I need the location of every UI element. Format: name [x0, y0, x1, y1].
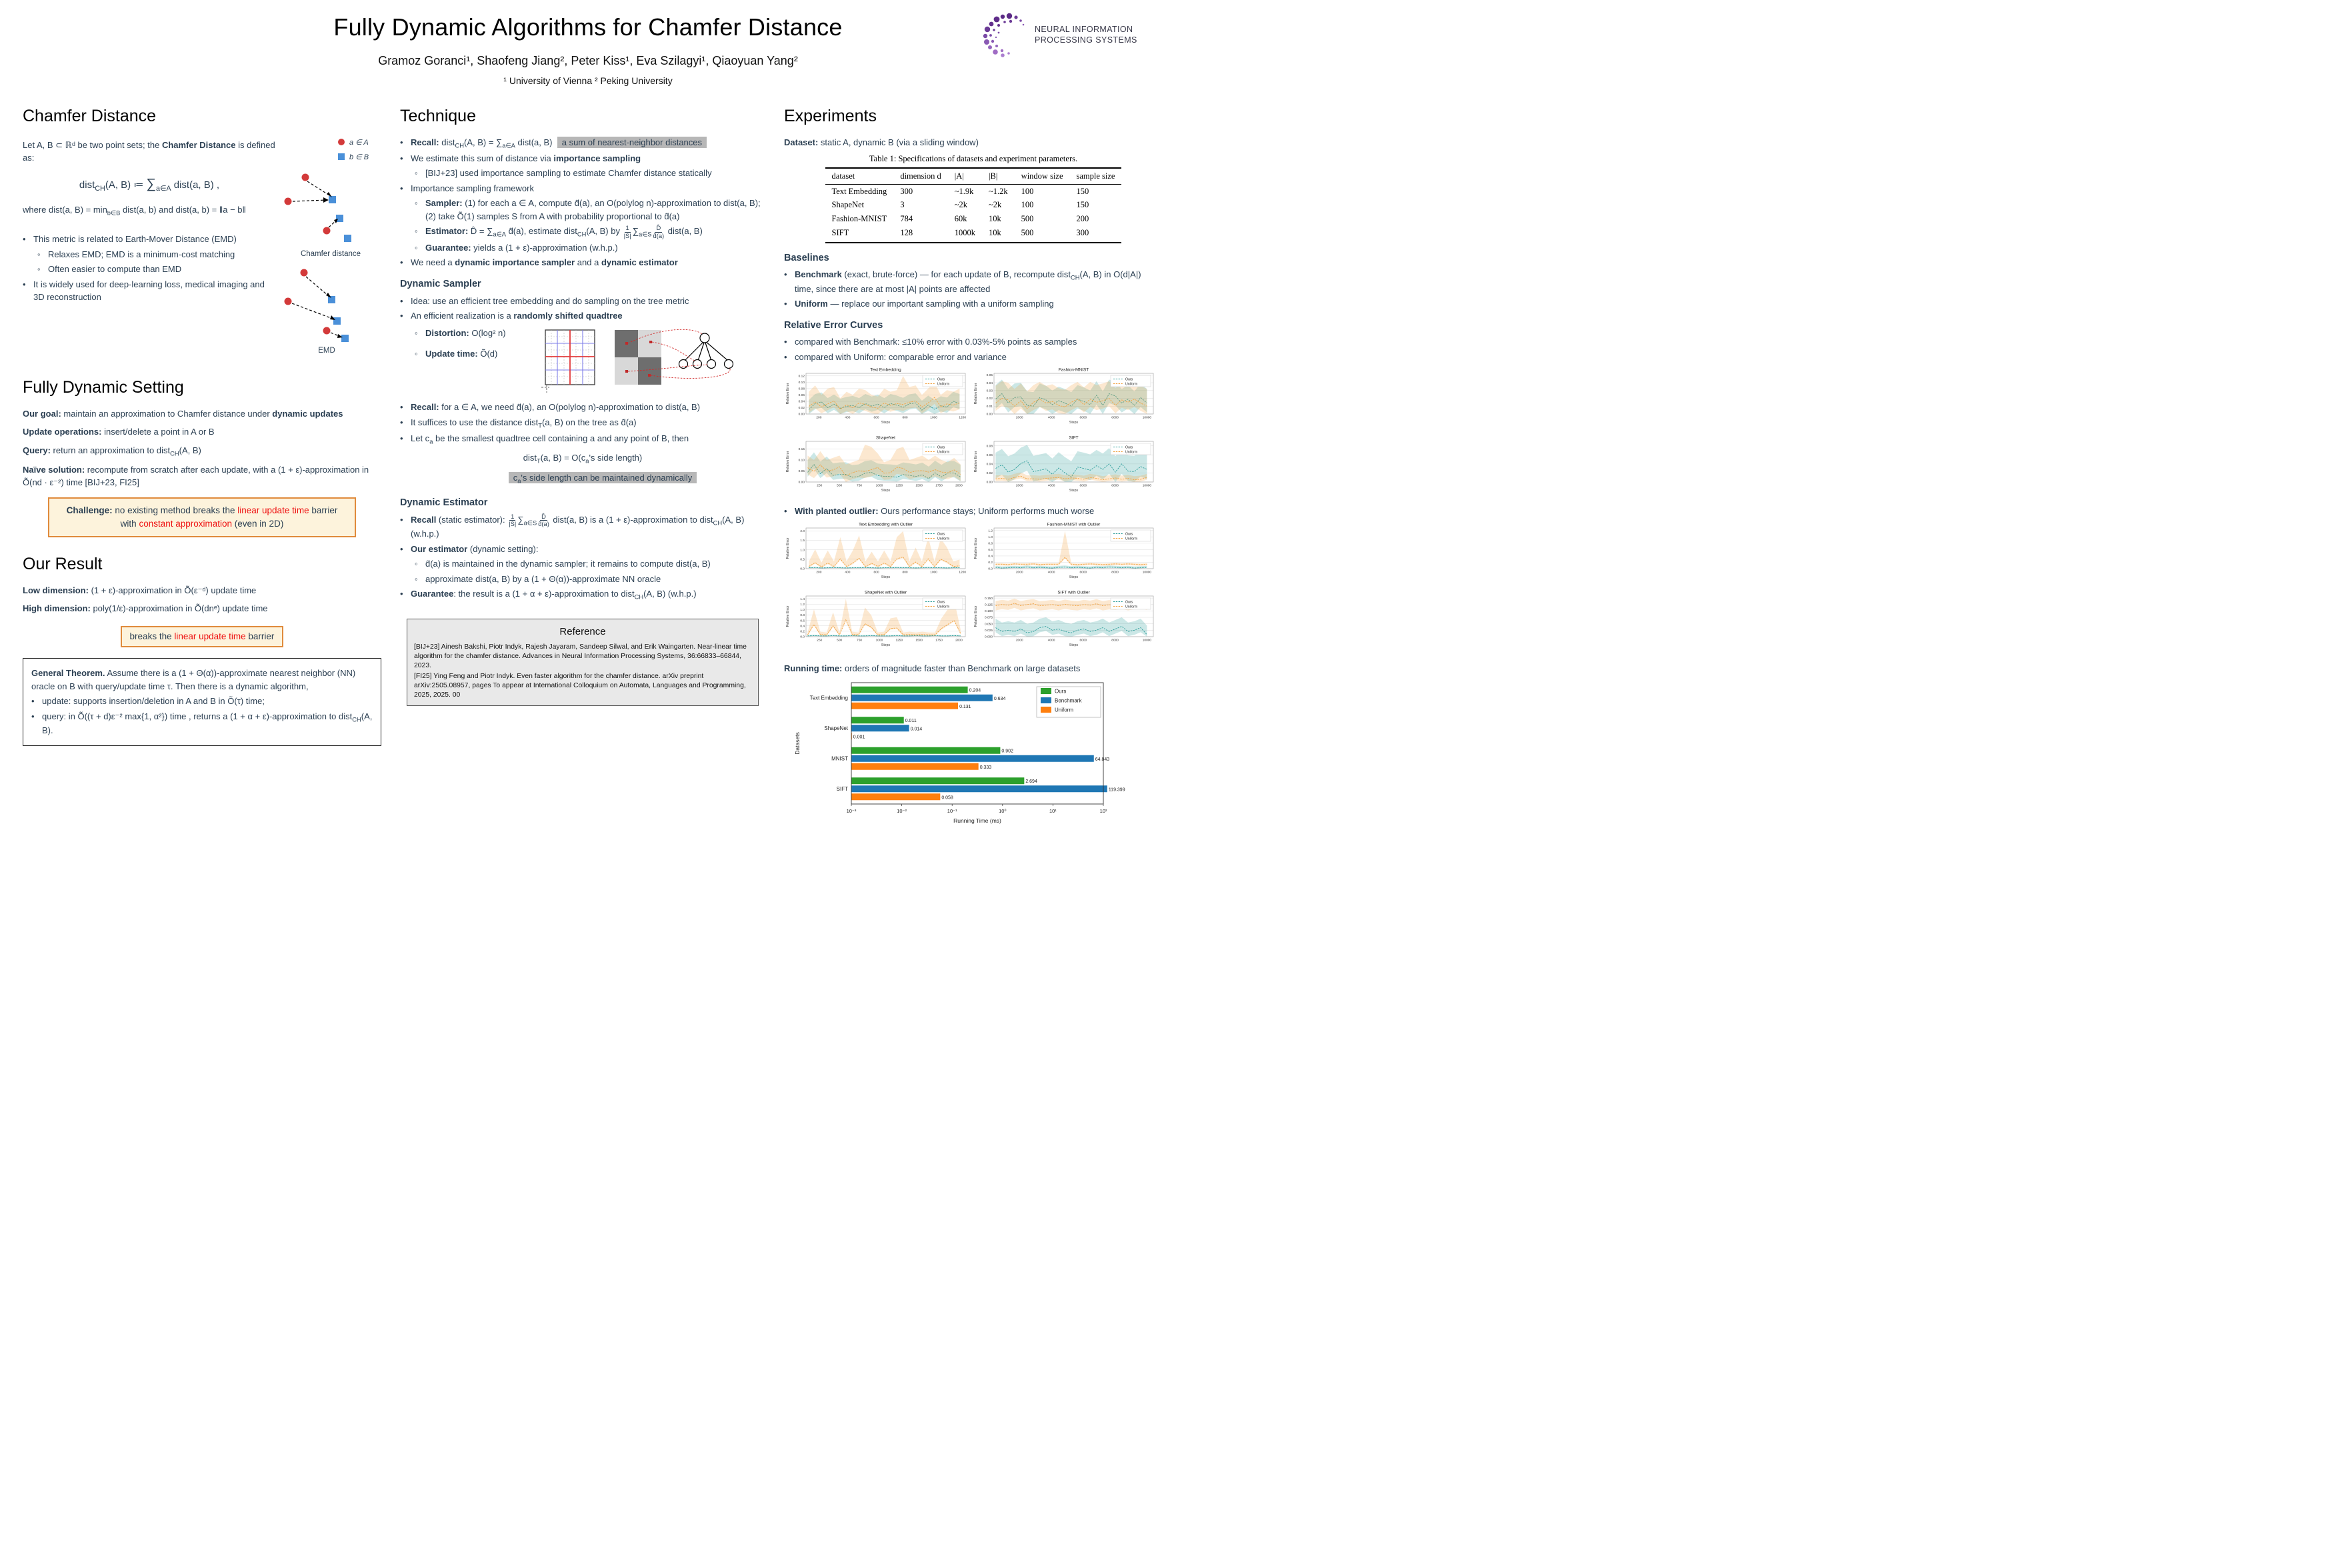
svg-text:Text Embedding with Outlier: Text Embedding with Outlier	[859, 522, 913, 527]
poster-page	[0, 0, 1176, 825]
svg-text:0.125: 0.125	[984, 603, 993, 607]
svg-text:0.902: 0.902	[1001, 749, 1013, 755]
svg-text:Ours: Ours	[1125, 532, 1133, 537]
svg-text:10000: 10000	[1142, 639, 1152, 643]
subsection-baselines: Baselines	[784, 252, 829, 263]
svg-text:1.2: 1.2	[800, 603, 805, 607]
chamfer-bullet-relaxes: ◦ Relaxes EMD; EMD is a minimum-cost matching	[37, 249, 235, 259]
svg-text:0.04: 0.04	[798, 400, 805, 404]
technique-need: • We need a dynamic importance sampler and a dynamic estimator	[400, 257, 678, 268]
svg-text:Fashion-MNIST with Outlier: Fashion-MNIST with Outlier	[1047, 522, 1101, 527]
svg-text:Relative Error: Relative Error	[974, 537, 978, 559]
reference-fi25: [FI25] Ying Feng and Piotr Indyk. Even faster algorithm for the chamfer distance. arXiv preprint arXiv:2505.08957, pages To appear at International Colloquium on Automata, Languages and Programming, 2025, 2025. 00	[414, 673, 746, 699]
svg-text:1750: 1750	[935, 484, 943, 488]
section-experiments: Experiments	[784, 107, 877, 125]
svg-text:ShapeNet: ShapeNet	[876, 435, 895, 441]
chamfer-points-group	[285, 173, 352, 242]
svg-text:Ours: Ours	[937, 532, 945, 537]
subsection-dynamic-estimator: Dynamic Estimator	[400, 497, 488, 508]
chart-fashion-mnist-outlier	[972, 521, 1156, 587]
svg-text:Ours: Ours	[1125, 445, 1133, 450]
svg-text:0.2: 0.2	[988, 561, 993, 565]
table-row: ShapeNet 3 ~2k ~2k 100 150	[831, 200, 1089, 210]
sampler-distortion: ◦ Distortion: O(log² n)	[415, 327, 506, 338]
outlier-statement: • With planted outlier: Ours performance stays; Uniform performs much worse	[784, 506, 1095, 517]
svg-text:1200: 1200	[959, 571, 967, 575]
technique-sampler: ◦ Sampler: (1) for each a ∈ A, compute d̂(a), an O(polylog n)-approximation to dist(a, B); (2) take Õ(1) samples S from A with probability proportional to d̂(a)	[415, 198, 761, 221]
svg-text:250: 250	[817, 484, 823, 488]
svg-text:0.06: 0.06	[798, 394, 805, 398]
svg-text:0.00: 0.00	[798, 481, 805, 485]
curves-uniform: • compared with Uniform: comparable error and variance	[784, 351, 1007, 362]
svg-text:0.02: 0.02	[986, 472, 993, 476]
svg-text:Ours: Ours	[937, 377, 945, 382]
technique-recall: • Recall: dist$_{CH}$(A, $B) = \sum_{a\in A}$ dist(a, B) a sum of nearest-neighbor distances	[400, 136, 765, 150]
svg-text:6000: 6000	[1079, 484, 1087, 488]
column-left	[23, 95, 381, 839]
svg-text:0.8: 0.8	[988, 542, 993, 546]
svg-text:Uniform: Uniform	[937, 605, 950, 609]
svg-text:6000: 6000	[1079, 416, 1087, 420]
table-row: SIFT 128 1000k 10k 500 300	[825, 226, 1122, 243]
svg-text:750: 750	[857, 639, 863, 643]
svg-text:Steps: Steps	[881, 643, 891, 647]
svg-text:Steps: Steps	[1069, 489, 1079, 493]
svg-text:0.011: 0.011	[905, 719, 917, 724]
svg-text:Text Embedding: Text Embedding	[870, 367, 901, 373]
svg-text:0.5: 0.5	[800, 558, 805, 562]
dataset-table	[825, 167, 1122, 243]
svg-text:8000: 8000	[1111, 416, 1119, 420]
svg-text:2.0: 2.0	[800, 529, 805, 533]
reference-heading: Reference	[559, 626, 606, 638]
neurips-logo-icon	[979, 11, 1035, 60]
svg-text:0.0: 0.0	[800, 635, 805, 639]
svg-text:Steps: Steps	[1069, 421, 1079, 425]
chamfer-bullet-emd: • This metric is related to Earth-Mover Distance (EMD)	[23, 234, 237, 245]
svg-text:2.694: 2.694	[1025, 779, 1037, 785]
svg-text:MNIST: MNIST	[831, 755, 848, 762]
baseline-benchmark: • Benchmark (exact, brute-force) — for each update of B, recompute dist$_{CH}$(A, B) in O(d|A|) time, since there are at most |A| points are affected	[784, 269, 1141, 294]
chamfer-emd-figure	[280, 136, 381, 360]
svg-text:0.01: 0.01	[986, 405, 993, 409]
svg-text:4000: 4000	[1047, 484, 1055, 488]
svg-text:Relative Error: Relative Error	[974, 383, 978, 405]
svg-text:0.634: 0.634	[993, 697, 1006, 702]
svg-text:1.5: 1.5	[800, 539, 805, 543]
table-caption: Table 1: Specifications of datasets and experiment parameters.	[869, 154, 1078, 163]
chamfer-formula: dist$_{CH}$(A, B) ≔ $\sum_{a\in A}$ dist(a, B) ,	[79, 176, 220, 193]
svg-text:0.000: 0.000	[984, 635, 993, 639]
svg-text:Steps: Steps	[1069, 643, 1079, 647]
svg-text:Steps: Steps	[881, 421, 891, 425]
chart-fashion-mnist	[972, 366, 1156, 433]
svg-text:0.10: 0.10	[798, 381, 805, 385]
svg-text:0.001: 0.001	[853, 735, 865, 740]
svg-text:Ours: Ours	[937, 445, 945, 450]
page-title: Fully Dynamic Algorithms for Chamfer Distance	[333, 13, 843, 41]
svg-text:600: 600	[873, 416, 879, 420]
svg-text:SIFT: SIFT	[836, 786, 848, 793]
estimator-guarantee: • Guarantee: the result is a (1 + α + ε)-approximation to dist$_{CH}$(A, B) (w.h.p.)	[400, 589, 697, 601]
checkerboard-icon	[615, 330, 661, 385]
logo-line2: PROCESSING SYSTEMS	[1035, 35, 1137, 45]
chart-running-time	[790, 676, 1150, 835]
svg-text:0.06: 0.06	[986, 454, 993, 458]
svg-text:0.03: 0.03	[986, 389, 993, 393]
authors-line: Gramoz Goranci¹, Shaofeng Jiang², Peter Kiss¹, Eva Szilagyi¹, Qiaoyuan Yang²	[378, 54, 798, 67]
breaks-barrier-box: breaks the linear update time barrier	[121, 626, 284, 647]
svg-text:4000: 4000	[1047, 639, 1055, 643]
svg-text:10⁻¹: 10⁻¹	[947, 808, 957, 815]
svg-text:10000: 10000	[1142, 484, 1152, 488]
svg-text:Ours: Ours	[1125, 600, 1133, 605]
svg-text:Relative Error: Relative Error	[974, 451, 978, 473]
svg-text:0.131: 0.131	[959, 705, 971, 710]
svg-text:0.075: 0.075	[984, 616, 993, 620]
svg-text:1250: 1250	[895, 484, 903, 488]
svg-text:0.04: 0.04	[986, 382, 993, 386]
section-fully-dynamic-setting: Fully Dynamic Setting	[23, 378, 184, 397]
table-header-row	[825, 168, 1122, 184]
svg-text:Steps: Steps	[881, 489, 891, 493]
col-window: window size	[1015, 168, 1070, 184]
svg-text:6000: 6000	[1079, 571, 1087, 575]
svg-text:10²: 10²	[1099, 808, 1107, 815]
svg-text:1500: 1500	[915, 639, 923, 643]
svg-text:Uniform: Uniform	[1125, 605, 1138, 609]
column-right	[784, 95, 1156, 839]
challenge-box: Challenge: no existing method breaks the linear update time barrier with constant approximation (even in 2D)	[48, 497, 356, 538]
svg-text:Uniform: Uniform	[1125, 382, 1138, 387]
svg-text:ShapeNet: ShapeNet	[824, 725, 848, 732]
svg-text:119.399: 119.399	[1108, 787, 1125, 793]
svg-text:0.150: 0.150	[984, 597, 993, 601]
svg-text:2000: 2000	[955, 484, 963, 488]
svg-text:0.333: 0.333	[979, 765, 992, 771]
svg-text:0.15: 0.15	[798, 448, 805, 452]
estimator-recall: • Recall (static estimator): $\frac{1}{|S|}$ $\sum_{a\in S}$ $\frac{D̂}{d̂(a)}$ dist(a, B) is a (1 + ε)-approximation to dist$_{CH}$(A, B) (w.h.p.)	[400, 513, 745, 539]
error-curves-grid	[784, 366, 1156, 501]
svg-text:Uniform: Uniform	[937, 382, 950, 387]
svg-text:64.843: 64.843	[1095, 757, 1110, 763]
result-high-dim: High dimension: poly(1/ε)-approximation in Õ(dnᵉ) update time	[23, 603, 268, 614]
svg-text:0.050: 0.050	[984, 623, 993, 627]
svg-text:0.4: 0.4	[988, 555, 993, 559]
col-sample: sample size	[1070, 168, 1122, 184]
highlight-sum-nn: a sum of nearest-neighbor distances	[557, 137, 707, 148]
affiliations-line: ¹ University of Vienna ² Peking University	[503, 75, 673, 86]
neurips-logo	[979, 11, 1153, 60]
svg-text:0.05: 0.05	[798, 470, 805, 474]
svg-text:0.2: 0.2	[800, 630, 805, 634]
quadtree-figure	[543, 326, 751, 398]
technique-framework: • Importance sampling framework	[400, 183, 534, 193]
svg-text:0.00: 0.00	[986, 481, 993, 485]
theorem-statement: General Theorem. Assume there is a (1 + Θ(α))-approximate nearest neighbor (NN) oracle on B with query/update time τ. Then there is a dynamic algorithm,	[31, 668, 356, 691]
svg-text:10⁰: 10⁰	[999, 808, 1007, 815]
chart-shapenet-outlier	[784, 589, 968, 655]
setting-query: Query: return an approximation to dist$_{CH}$(A, B)	[23, 445, 201, 457]
sampler-suffices: • It suffices to use the distance dist$_T$(a, B) on the tree as d̂(a)	[400, 417, 637, 429]
svg-text:8000: 8000	[1111, 639, 1119, 643]
svg-text:0.100: 0.100	[984, 609, 993, 613]
svg-text:0.058: 0.058	[941, 795, 953, 801]
svg-text:0.6: 0.6	[988, 548, 993, 552]
svg-text:0.02: 0.02	[798, 407, 805, 411]
svg-text:Ours: Ours	[1125, 377, 1133, 382]
svg-text:400: 400	[845, 571, 851, 575]
svg-text:Relative Error: Relative Error	[786, 605, 790, 627]
svg-text:1000: 1000	[875, 484, 883, 488]
svg-text:Uniform: Uniform	[1055, 707, 1074, 713]
svg-text:Uniform: Uniform	[937, 537, 950, 541]
svg-text:0.0: 0.0	[800, 567, 805, 571]
svg-text:250: 250	[817, 639, 823, 643]
svg-text:Text Embedding: Text Embedding	[809, 695, 848, 701]
svg-text:400: 400	[845, 416, 851, 420]
technique-guarantee: ◦ Guarantee: yields a (1 + ε)-approximation (w.h.p.)	[415, 242, 618, 253]
svg-text:0.014: 0.014	[910, 727, 923, 732]
chart-sift-outlier	[972, 589, 1156, 655]
svg-text:Relative Error: Relative Error	[974, 605, 978, 627]
dataset-table-block	[791, 153, 1156, 243]
svg-text:0.00: 0.00	[798, 413, 805, 417]
svg-text:1000: 1000	[930, 416, 937, 420]
col-size-a: |A|	[948, 168, 982, 184]
estimator-nn-oracle: ◦ approximate dist(a, B) by a (1 + Θ(α))-approximate NN oracle	[415, 573, 661, 584]
column-middle	[400, 95, 765, 839]
emd-points-group	[285, 269, 349, 342]
svg-text:Running Time (ms): Running Time (ms)	[953, 817, 1001, 825]
chart-text-embedding	[784, 366, 968, 433]
shifted-grid-icon	[541, 330, 595, 393]
estimator-maintained: ◦ d̂(a) is maintained in the dynamic sampler; it remains to compute dist(a, B)	[415, 559, 711, 569]
svg-text:0.02: 0.02	[986, 397, 993, 401]
quadtree-diagram	[543, 326, 751, 394]
chart-shapenet	[784, 434, 968, 501]
legend-blue-point-icon	[338, 153, 345, 160]
svg-text:Uniform: Uniform	[1125, 450, 1138, 455]
table-row: Text Embedding 300 ~1.9k ~1.2k 100 150	[831, 186, 1089, 196]
col-dataset: dataset	[825, 168, 894, 184]
svg-text:0.08: 0.08	[986, 445, 993, 449]
baseline-uniform: • Uniform — replace our important sampling with a uniform sampling	[784, 299, 1054, 309]
svg-text:1000: 1000	[930, 571, 937, 575]
svg-text:4000: 4000	[1047, 571, 1055, 575]
svg-text:1.4: 1.4	[800, 597, 805, 601]
svg-text:SIFT with Outlier: SIFT with Outlier	[1057, 590, 1090, 595]
svg-text:0.025: 0.025	[984, 629, 993, 633]
subsection-error-curves: Relative Error Curves	[784, 319, 883, 331]
svg-text:600: 600	[873, 571, 879, 575]
svg-text:2000: 2000	[1015, 639, 1023, 643]
legend-b-label: b ∈ B	[349, 153, 369, 161]
svg-text:6000: 6000	[1079, 639, 1087, 643]
svg-text:500: 500	[837, 484, 843, 488]
sampler-quadtree: • An efficient realization is a randomly shifted quadtree	[400, 311, 623, 321]
setting-update-ops: Update operations: insert/delete a point in A or B	[23, 427, 215, 437]
runtime-statement: Running time: orders of magnitude faster than Benchmark on large datasets	[784, 663, 1081, 673]
section-technique: Technique	[400, 107, 476, 125]
svg-text:200: 200	[816, 571, 822, 575]
svg-text:Uniform: Uniform	[1125, 537, 1138, 541]
highlight-side-length: $c_a's$ side length can be maintained dynamically	[509, 472, 697, 483]
svg-text:Fashion-MNIST: Fashion-MNIST	[1058, 367, 1089, 373]
svg-text:800: 800	[902, 416, 908, 420]
svg-text:0.204: 0.204	[969, 689, 981, 694]
svg-text:10⁻²: 10⁻²	[897, 808, 907, 815]
svg-text:0.8: 0.8	[800, 613, 805, 617]
svg-text:SIFT: SIFT	[1069, 435, 1079, 441]
svg-text:4000: 4000	[1047, 416, 1055, 420]
svg-text:1.2: 1.2	[988, 529, 993, 533]
svg-text:0.4: 0.4	[800, 625, 805, 629]
svg-text:Ours: Ours	[1055, 688, 1067, 695]
svg-text:Relative Error: Relative Error	[786, 451, 790, 473]
subsection-dynamic-sampler: Dynamic Sampler	[400, 278, 481, 289]
emd-caption: EMD	[318, 346, 335, 355]
chart-text-embedding-outlier	[784, 521, 968, 587]
svg-text:0.00: 0.00	[986, 413, 993, 417]
logo-line1: NEURAL INFORMATION	[1035, 25, 1133, 35]
col-dimension: dimension d	[893, 168, 947, 184]
chamfer-intro: Let A, B ⊂ ℝᵈ be two point sets; the Chamfer Distance is defined as:	[23, 139, 275, 163]
svg-text:2000: 2000	[1015, 571, 1023, 575]
chamfer-where: where dist(a, $B) = \min_{b\in B}$ dist(a, b) and dist(a, b) = ‖a − b‖	[23, 204, 246, 217]
svg-text:0.0: 0.0	[988, 567, 993, 571]
svg-text:200: 200	[816, 416, 822, 420]
svg-text:10⁻³: 10⁻³	[846, 808, 857, 815]
sampler-update-time: ◦ Update time: Õ(d)	[415, 349, 498, 359]
svg-text:2000: 2000	[1015, 416, 1023, 420]
svg-text:750: 750	[857, 484, 863, 488]
theorem-query-bullet: • query: in Õ((τ + d)ε⁻² max{1, α²}) time , returns a (1 + α + ε)-approximation to dist$_{CH}$(A, B).	[31, 711, 373, 735]
svg-text:0.12: 0.12	[798, 375, 805, 379]
chamfer-bullet-usage: • It is widely used for deep-learning loss, medical imaging and 3D reconstruction	[23, 279, 265, 303]
svg-text:0.08: 0.08	[798, 387, 805, 391]
svg-text:10000: 10000	[1142, 416, 1152, 420]
chart-sift	[972, 434, 1156, 501]
svg-text:Steps: Steps	[1069, 575, 1079, 579]
svg-text:1200: 1200	[959, 416, 967, 420]
technique-importance: • We estimate this sum of distance via importance sampling	[400, 153, 641, 163]
svg-text:0.10: 0.10	[798, 459, 805, 463]
technique-bij23: ◦ [BIJ+23] used importance sampling to estimate Chamfer distance statically	[415, 168, 712, 179]
section-chamfer-distance: Chamfer Distance	[23, 107, 157, 125]
reference-box	[407, 619, 759, 706]
svg-text:0.04: 0.04	[986, 463, 993, 467]
svg-text:2000: 2000	[955, 639, 963, 643]
svg-text:1250: 1250	[895, 639, 903, 643]
curves-benchmark: • compared with Benchmark: ≤10% error with 0.03%-5% points as samples	[784, 337, 1077, 347]
theorem-update-bullet: • update: supports insertion/deletion in A and B in Õ(τ) time;	[31, 696, 265, 707]
svg-text:Uniform: Uniform	[937, 450, 950, 455]
point-sets-diagram	[280, 136, 381, 356]
chamfer-caption: Chamfer distance	[300, 249, 361, 258]
svg-text:2000: 2000	[1015, 484, 1023, 488]
svg-text:ShapeNet with Outlier: ShapeNet with Outlier	[864, 590, 907, 595]
tree-icon	[679, 333, 733, 369]
setting-naive: Naïve solution: recompute from scratch after each update, with a (1 + ε)-approximation in Õ(nd · ε⁻²) time [BIJ+23, FI25]	[23, 464, 369, 488]
svg-text:8000: 8000	[1111, 571, 1119, 575]
svg-text:1000: 1000	[875, 639, 883, 643]
svg-text:1750: 1750	[935, 639, 943, 643]
svg-text:10000: 10000	[1142, 571, 1152, 575]
reference-bij23: [BIJ+23] Ainesh Bakshi, Piotr Indyk, Rajesh Jayaram, Sandeep Silwal, and Erik Waingarten. Near-linear time algorithm for the chamfer distance. Advances in Neural Information Processing Systems, 36:66833–66844, 2023.	[414, 643, 747, 669]
svg-text:Steps: Steps	[881, 575, 891, 579]
chamfer-bullet-easier: ◦ Often easier to compute than EMD	[37, 264, 182, 275]
estimator-ours: • Our estimator (dynamic setting):	[400, 543, 539, 554]
technique-estimator: ◦ Estimator: D̂ = $\sum_{a\in A}$ d̂(a), estimate dist$_{CH}$(A, B) by $\frac{1}{|S|}$ $\sum_{a\in S}$ $\frac{D̂}{d̂(a)}$ dist(a, B)	[415, 225, 703, 239]
svg-text:Relative Error: Relative Error	[786, 383, 790, 405]
svg-text:0.05: 0.05	[986, 374, 993, 378]
general-theorem-box	[23, 658, 381, 746]
table-row: Fashion-MNIST 784 60k 10k 500 200	[831, 214, 1089, 223]
neurips-logo-text	[1035, 25, 1137, 45]
svg-text:Datasets: Datasets	[794, 732, 801, 755]
outlier-curves-grid	[784, 521, 1156, 655]
svg-text:0.6: 0.6	[800, 619, 805, 623]
legend-red-point-icon	[338, 139, 345, 145]
svg-text:8000: 8000	[1111, 484, 1119, 488]
result-low-dim: Low dimension: (1 + ε)-approximation in Õ(ε⁻ᵈ) update time	[23, 585, 257, 595]
legend-a-label: a ∈ A	[349, 138, 369, 147]
svg-text:10¹: 10¹	[1049, 808, 1057, 815]
experiments-dataset: Dataset: static A, dynamic B (via a sliding window)	[784, 137, 979, 147]
svg-text:1500: 1500	[915, 484, 923, 488]
col-size-b: |B|	[982, 168, 1015, 184]
svg-text:500: 500	[837, 639, 843, 643]
svg-text:Relative Error: Relative Error	[786, 537, 790, 559]
svg-text:800: 800	[902, 571, 908, 575]
svg-text:Benchmark: Benchmark	[1055, 697, 1082, 704]
sampler-formula: dist$_T$(a, $B) = O(c_a's$ side length)	[523, 453, 643, 465]
sampler-idea: • Idea: use an efficient tree embedding and do sampling on the tree metric	[400, 295, 689, 306]
section-our-result: Our Result	[23, 555, 103, 574]
svg-text:1.0: 1.0	[800, 549, 805, 553]
svg-text:1.0: 1.0	[800, 608, 805, 612]
svg-text:1.0: 1.0	[988, 535, 993, 539]
sampler-cell: • Let $c_a$ be the smallest quadtree cell containing a and any point of B, then	[400, 433, 689, 445]
setting-goal: Our goal: maintain an approximation to Chamfer distance under dynamic updates	[23, 408, 343, 419]
sampler-recall: • Recall: for a ∈ A, we need d̂(a), an O(polylog n)-approximation to dist(a, B)	[400, 402, 701, 413]
svg-text:Ours: Ours	[937, 600, 945, 605]
